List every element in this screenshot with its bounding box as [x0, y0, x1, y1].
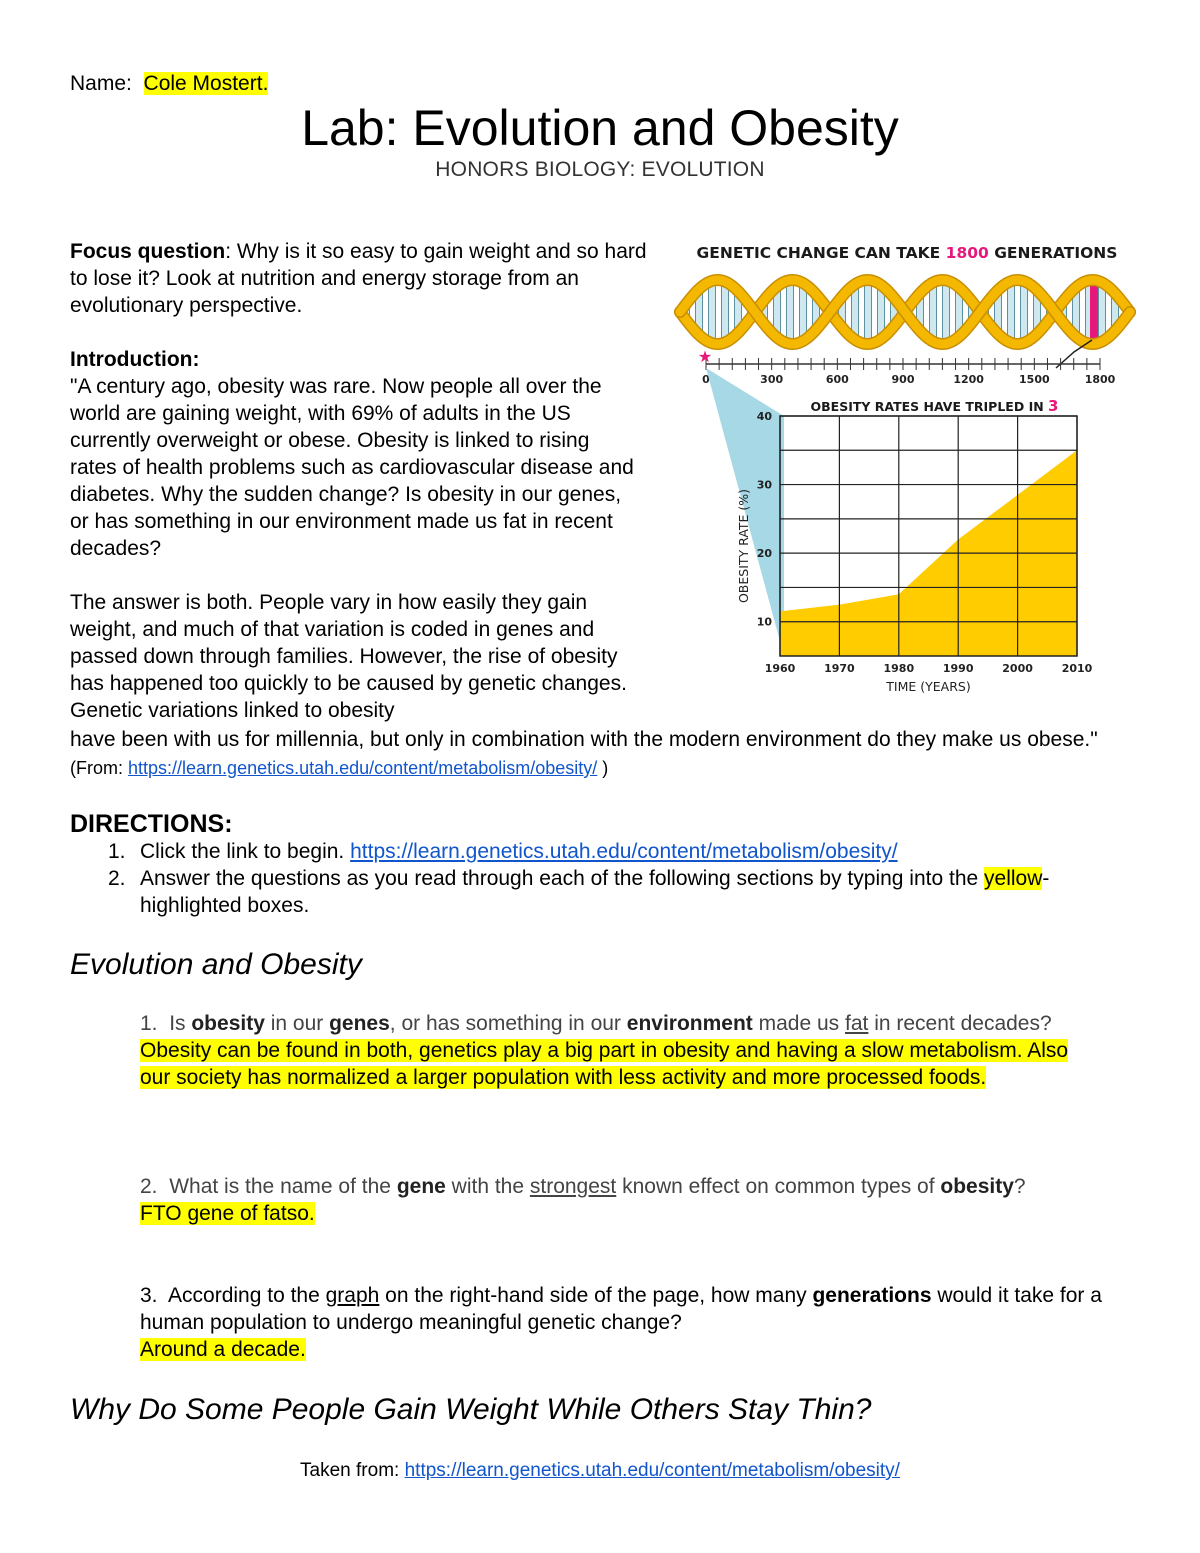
question-3 — [140, 1282, 1130, 1363]
question-text: 2. What is the name of the gene with the strongest known effect on common types of obesity? — [140, 1175, 1026, 1198]
y-tick-label: 20 — [756, 547, 772, 561]
section-heading-evolution: Evolution and Obesity — [70, 948, 362, 981]
name-line — [70, 72, 268, 96]
dna-highlight-rung — [1090, 280, 1098, 344]
name-label: Name: — [70, 72, 132, 95]
intro-paragraph-2-end: have been with us for millennia, but only in combination with the modern environment do they make us obese." — [70, 728, 1098, 751]
directions-heading: DIRECTIONS: — [70, 810, 233, 838]
chart-title: OBESITY RATES HAVE TRIPLED IN 3 — [810, 397, 1059, 415]
answer-box-3[interactable]: Around a decade. — [140, 1338, 306, 1361]
answer-box-2[interactable]: FTO gene of fatso. — [140, 1202, 315, 1225]
dna-rung — [709, 281, 716, 343]
dna-title: GENETIC CHANGE CAN TAKE 1800 GENERATIONS — [696, 244, 1118, 262]
generation-tick-label: 300 — [760, 373, 784, 386]
direction-item: 1. Click the link to begin. https://learn.genetics.utah.edu/content/metabolism/obesity/ — [108, 840, 898, 863]
x-tick-label: 1970 — [824, 662, 855, 675]
source-link[interactable]: https://learn.genetics.utah.edu/content/metabolism/obesity/ — [128, 758, 598, 778]
dna-rung — [1021, 281, 1028, 343]
focus-label: Focus question — [70, 240, 226, 263]
begin-link[interactable]: https://learn.genetics.utah.edu/content/metabolism/obesity/ — [350, 840, 898, 863]
direction-item: 2. Answer the questions as you read through each of the following sections by typing into the yellow-highlighted boxes. — [108, 867, 1050, 917]
source-close: ) — [597, 758, 609, 778]
focus-question — [70, 238, 650, 319]
obesity-chart — [736, 397, 1093, 694]
directions-list — [70, 838, 1130, 919]
footer-label: Taken from: — [300, 1460, 405, 1481]
dna-rung — [930, 283, 937, 342]
generation-tick-label: 1800 — [1084, 373, 1116, 386]
obesity-infographic — [672, 236, 1142, 706]
x-axis-label: TIME (YEARS) — [886, 679, 971, 694]
y-tick-label: 30 — [756, 478, 772, 492]
y-axis-label: OBESITY RATE (%) — [736, 488, 751, 604]
dna-rung — [787, 280, 794, 344]
x-tick-label: 1990 — [942, 662, 974, 675]
x-tick-label: 1980 — [883, 662, 915, 675]
generation-tick-label: 1500 — [1019, 373, 1050, 386]
section-heading-weight: Why Do Some People Gain Weight While Others Stay Thin? — [70, 1393, 872, 1426]
dna-helix — [680, 280, 1132, 368]
x-tick-label: 2000 — [1002, 662, 1033, 675]
focus-text: : Why is it so easy to gain weight and so hard to lose it? Look at nutrition and energy storage from an evolutionary perspective. — [70, 240, 647, 317]
source-label: (From: — [70, 758, 128, 778]
generation-tick-label: 900 — [891, 373, 915, 386]
generation-ticks — [702, 358, 1115, 386]
footer-link[interactable]: https://learn.genetics.utah.edu/content/metabolism/obesity/ — [404, 1460, 900, 1481]
dna-rung — [1008, 281, 1015, 343]
page-title: Lab: Evolution and Obesity — [301, 100, 899, 156]
intro-heading: Introduction: — [70, 348, 200, 371]
dna-rung — [722, 282, 729, 343]
answer-box-1[interactable]: Obesity can be found in both, genetics play a big part in obesity and having a slow metabolism. Also our society has normalized a larger population with less activity and more processed foods. — [140, 1039, 1069, 1089]
intro-paragraph-2: The answer is both. People vary in how easily they gain weight, and much of that variation is coded in genes and passed down through families. However, the rise of obesity has happened too quickly to be caused by genetic changes. Genetic variations linked to obesity — [70, 591, 627, 722]
y-tick-label: 10 — [756, 615, 772, 629]
generation-tick-label: 0 — [702, 373, 710, 386]
x-tick-label: 1960 — [764, 662, 796, 675]
start-star-icon: ★ — [697, 349, 713, 366]
intro-column — [70, 238, 670, 724]
intro-paragraph-1: "A century ago, obesity was rare. Now people all over the world are gaining weight, with 69% of adults in the US currently overweight or obese. Obesity is linked to rising rates of health problems such as cardiovascular disease and diabetes. Why the sudden change? Is obesity in our genes, or has something in our environment made us fat in recent decades? — [70, 375, 634, 560]
question-text: 3. According to the graph on the right-hand side of the page, how many generations would it take for a human population to undergo meaningful genetic change? — [140, 1284, 1102, 1334]
footer-source — [0, 1460, 1200, 1482]
name-field[interactable]: Cole Mostert. — [143, 72, 269, 95]
dna-rung — [865, 280, 872, 344]
x-tick-label: 2010 — [1061, 662, 1093, 675]
y-tick-label: 40 — [756, 410, 772, 423]
generation-tick-label: 1200 — [953, 373, 984, 386]
intro-paragraph-2-cont — [70, 726, 1130, 782]
question-text: 1. Is obesity in our genes, or has something in our environment made us fat in recent decades? — [140, 1012, 1052, 1035]
page-subtitle: HONORS BIOLOGY: EVOLUTION — [435, 158, 765, 181]
generation-tick-label: 600 — [825, 373, 849, 386]
question-2 — [140, 1173, 1130, 1227]
dna-rung — [943, 280, 950, 343]
question-1 — [140, 1010, 1130, 1091]
